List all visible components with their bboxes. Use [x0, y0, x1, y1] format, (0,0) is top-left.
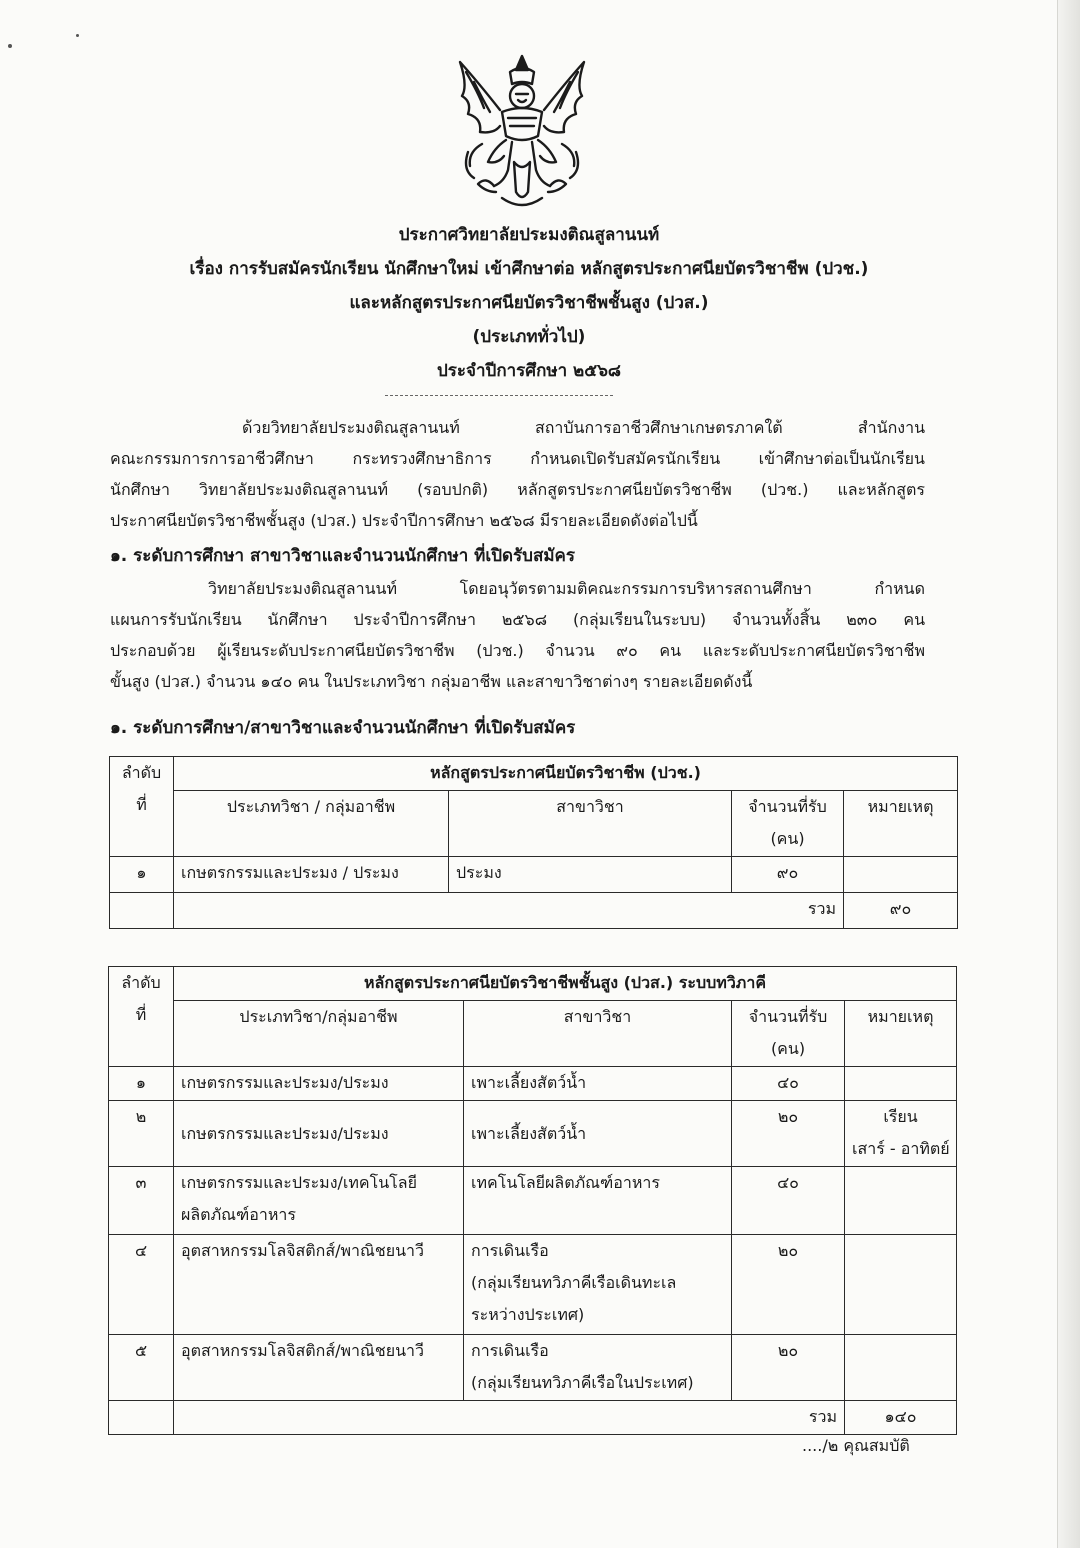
intro-line: นักศึกษา วิทยาลัยประมงติณสูลานนท์ (รอบปกติ) หลักสูตรประกาศนียบัตรวิชาชีพ (ปวช.) และหลักสูตร — [110, 480, 925, 499]
total-value: ๑๔๐ — [845, 1401, 957, 1435]
pvc-table — [109, 756, 958, 929]
row-count: ๒๐ — [732, 1101, 845, 1167]
table-row — [109, 1067, 957, 1101]
announcement-year: ประจำปีการศึกษา ๒๕๖๘ — [436, 361, 622, 381]
section-1-line: ประกอบด้วย ผู้เรียนระดับประกาศนียบัตรวิชาชีพ (ปวช.) จำนวน ๙๐ คน และระดับประกาศนียบัตรวิชาชีพ — [110, 641, 925, 660]
intro-line: ด้วยวิทยาลัยประมงติณสูลานนท์ สถาบันการอาชีวศึกษาเกษตรภาคใต้ สำนักงาน — [242, 418, 925, 437]
col-type-header: ประเภทวิชา / กลุ่มอาชีพ — [174, 791, 449, 857]
row-seq: ๑ — [109, 1067, 174, 1101]
row-note — [845, 1335, 957, 1401]
row-major: การเดินเรือ (กลุ่มเรียนทวิภาคีเรือในประเทศ) — [464, 1335, 732, 1401]
row-type: เกษตรกรรมและประมง/เทคโนโลยี ผลิตภัณฑ์อาหาร — [174, 1167, 464, 1235]
row-count: ๔๐ — [732, 1167, 845, 1235]
table-header-row — [110, 757, 958, 791]
intro-line: คณะกรรมการการอาชีวศึกษา กระทรวงศึกษาธิการ กำหนดเปิดรับสมัครนักเรียน เข้าศึกษาต่อเป็นนักเรียน — [110, 449, 925, 468]
table-row — [109, 1101, 957, 1167]
col-count-header: จำนวนที่รับ (คน) — [732, 1001, 845, 1067]
section-1-heading: ๑. ระดับการศึกษา สาขาวิชาและจำนวนนักศึกษา ที่เปิดรับสมัคร — [110, 546, 576, 566]
row-type: อุตสาหกรรมโลจิสติกส์/พาณิชยนาวี — [174, 1335, 464, 1401]
row-count: ๒๐ — [732, 1335, 845, 1401]
table-header-row — [109, 967, 957, 1001]
seq-header: ลำดับ ที่ — [110, 757, 174, 857]
table-header-row — [109, 1001, 957, 1067]
row-type: เกษตรกรรมและประมง/ประมง — [174, 1067, 464, 1101]
announcement-subject-cont: และหลักสูตรประกาศนียบัตรวิชาชีพชั้นสูง (ปวส.) — [349, 293, 709, 313]
table-header-row — [110, 791, 958, 857]
scan-speck — [76, 34, 79, 37]
intro-paragraph — [110, 412, 925, 536]
row-major: การเดินเรือ (กลุ่มเรียนทวิภาคีเรือเดินทะเล ระหว่างประเทศ) — [464, 1235, 732, 1335]
col-note-header: หมายเหตุ — [844, 791, 958, 857]
row-count: ๔๐ — [732, 1067, 845, 1101]
total-row — [109, 1401, 957, 1435]
section-1-line: วิทยาลัยประมงติณสูลานนท์ โดยอนุวัตรตามมติคณะกรรมการบริหารสถานศึกษา กำหนด — [208, 579, 925, 598]
total-row — [110, 893, 958, 929]
row-note — [845, 1167, 957, 1235]
row-note: เรียน เสาร์ - อาทิตย์ — [845, 1101, 957, 1167]
next-page-note: ..../๒ คุณสมบัติ — [802, 1436, 910, 1455]
row-seq: ๔ — [109, 1235, 174, 1335]
row-count: ๙๐ — [732, 857, 844, 893]
row-seq: ๓ — [109, 1167, 174, 1235]
row-seq: ๕ — [109, 1335, 174, 1401]
col-count-header: จำนวนที่รับ (คน) — [732, 791, 844, 857]
section-1-paragraph — [110, 573, 925, 697]
total-label: รวม — [174, 893, 844, 929]
announcement-type: (ประเภททั่วไป) — [472, 327, 586, 347]
announcement-subject: เรื่อง การรับสมัครนักเรียน นักศึกษาใหม่ เข้าศึกษาต่อ หลักสูตรประกาศนียบัตรวิชาชีพ (ปวช.) — [189, 259, 869, 279]
intro-line: ประกาศนียบัตรวิชาชีพชั้นสูง (ปวส.) ประจำปีการศึกษา ๒๕๖๘ มีรายละเอียดดังต่อไปนี้ — [110, 511, 698, 530]
section-1-line: แผนการรับนักเรียน นักศึกษา ประจำปีการศึกษา ๒๕๖๘ (กลุ่มเรียนในระบบ) จำนวนทั้งสิ้น ๒๓๐ คน — [110, 610, 925, 629]
row-seq: ๑ — [110, 857, 174, 893]
table-row — [109, 1335, 957, 1401]
row-type: เกษตรกรรมและประมง/ประมง — [174, 1101, 464, 1167]
row-major: เทคโนโลยีผลิตภัณฑ์อาหาร — [464, 1167, 732, 1235]
scan-speck — [8, 44, 12, 48]
table-title: หลักสูตรประกาศนียบัตรวิชาชีพ (ปวช.) — [174, 757, 958, 791]
table-title: หลักสูตรประกาศนียบัตรวิชาชีพชั้นสูง (ปวส.) ระบบทวิภาคี — [174, 967, 957, 1001]
col-type-header: ประเภทวิชา/กลุ่มอาชีพ — [174, 1001, 464, 1067]
row-count: ๒๐ — [732, 1235, 845, 1335]
col-major-header: สาขาวิชา — [464, 1001, 732, 1067]
row-type: เกษตรกรรมและประมง / ประมง — [174, 857, 449, 893]
row-type: อุตสาหกรรมโลจิสติกส์/พาณิชยนาวี — [174, 1235, 464, 1335]
row-major: เพาะเลี้ยงสัตว์น้ำ — [464, 1067, 732, 1101]
row-note — [845, 1067, 957, 1101]
garuda-emblem-icon — [438, 52, 606, 214]
pvs-table — [108, 966, 957, 1435]
row-major: ประมง — [449, 857, 732, 893]
table-row — [109, 1167, 957, 1235]
row-seq: ๒ — [109, 1101, 174, 1167]
title-divider — [385, 395, 613, 396]
col-note-header: หมายเหตุ — [845, 1001, 957, 1067]
table-row — [109, 1235, 957, 1335]
table-row — [110, 857, 958, 893]
page-edge — [1058, 0, 1080, 1548]
row-note — [845, 1235, 957, 1335]
section-1b-heading: ๑. ระดับการศึกษา/สาขาวิชาและจำนวนนักศึกษา ที่เปิดรับสมัคร — [110, 718, 576, 738]
col-major-header: สาขาวิชา — [449, 791, 732, 857]
row-major: เพาะเลี้ยงสัตว์น้ำ — [464, 1101, 732, 1167]
total-label: รวม — [174, 1401, 845, 1435]
row-note — [844, 857, 958, 893]
section-1-line: ขั้นสูง (ปวส.) จำนวน ๑๔๐ คน ในประเภทวิชา กลุ่มอาชีพ และสาขาวิชาต่างๆ รายละเอียดดังนี้ — [110, 672, 753, 691]
announcement-title: ประกาศวิทยาลัยประมงติณสูลานนท์ — [398, 225, 660, 245]
seq-header: ลำดับ ที่ — [109, 967, 174, 1067]
title-block — [0, 218, 1058, 388]
total-value: ๙๐ — [844, 893, 958, 929]
